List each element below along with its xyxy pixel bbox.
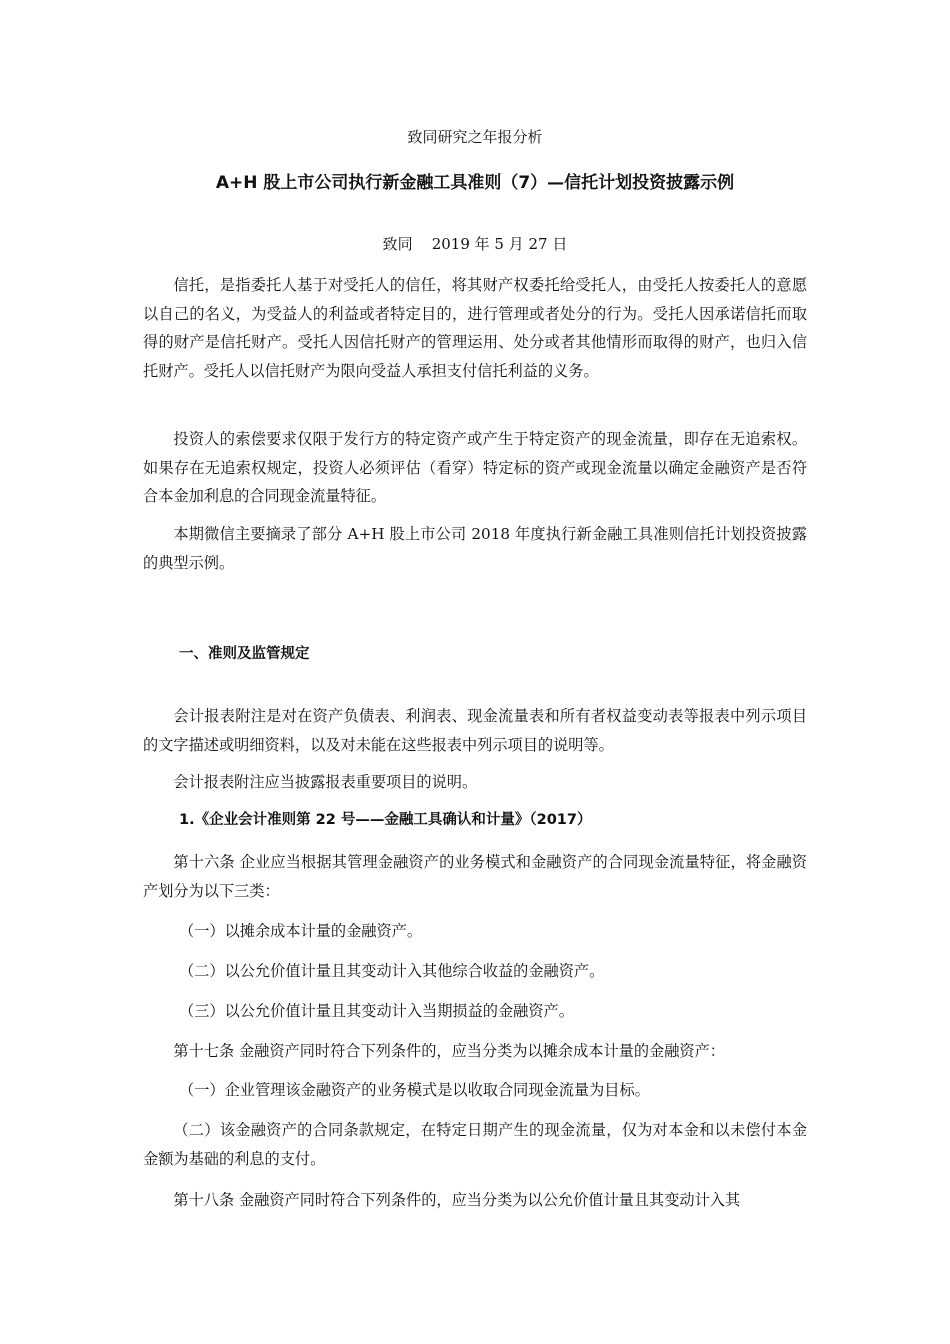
document-title: A+H 股上市公司执行新金融工具准则（7）—信托计划投资披露示例 <box>215 173 735 193</box>
series-label: 致同研究之年报分析 <box>407 128 543 146</box>
sub-heading-standard-22: 1.《企业会计准则第 22 号——金融工具确认和计量》（2017） <box>179 812 592 828</box>
article-18: 第十八条 金融资产同时符合下列条件的，应当分类为以公允价值计量且其变动计入其 <box>173 1191 741 1209</box>
byline: 致同 2019 年 5 月 27 日 <box>382 235 568 253</box>
article-16: 第十六条 企业应当根据其管理金融资产的业务模式和金融资产的合同现金流量特征，将金融资产划分为以下三类： <box>143 853 807 900</box>
section-heading: 一、准则及监管规定 <box>179 646 310 662</box>
intro-paragraph-scope: 本期微信主要摘录了部分 A+H 股上市公司 2018 年度执行新金融工具准则信托计划投资披露的典型示例。 <box>143 525 807 572</box>
article-16-item: （一）以摊余成本计量的金融资产。 <box>179 922 422 940</box>
article-17: 第十七条 金融资产同时符合下列条件的，应当分类为以摊余成本计量的金融资产： <box>173 1042 725 1060</box>
article-17-item: （一）企业管理该金融资产的业务模式是以收取合同现金流量为目标。 <box>179 1081 650 1099</box>
intro-paragraph-recourse: 投资人的索偿要求仅限于发行方的特定资产或产生于特定资产的现金流量，即存在无追索权。如果存在无追索权规定，投资人必须评估（看穿）特定标的资产或现金流量以确定金融资产是否符合本金加利息的合同现金流量特征。 <box>143 430 807 505</box>
article-16-item: （三）以公允价值计量且其变动计入当期损益的金融资产。 <box>179 1002 574 1020</box>
section-paragraph-notes: 会计报表附注是对在资产负债表、利润表、现金流量表和所有者权益变动表等报表中列示项目的文字描述或明细资料，以及对未能在这些报表中列示项目的说明等。 <box>143 707 807 754</box>
intro-paragraph-trust: 信托，是指委托人基于对受托人的信任，将其财产权委托给受托人，由受托人按委托人的意愿以自己的名义，为受益人的利益或者特定目的，进行管理或者处分的行为。受托人因承诺信托而取得的财产是信托财产。受托人因信托财产的管理运用、处分或者其他情形而取得的财产，也归入信托财产。受托人以信托财产为限向受益人承担支付信托利益的义务。 <box>143 276 807 380</box>
section-paragraph-disclosure: 会计报表附注应当披露报表重要项目的说明。 <box>173 773 478 791</box>
article-17-item: （二）该金融资产的合同条款规定，在特定日期产生的现金流量，仅为对本金和以未偿付本金金额为基础的利息的支付。 <box>143 1121 807 1168</box>
article-16-item: （二）以公允价值计量且其变动计入其他综合收益的金融资产。 <box>179 962 605 980</box>
